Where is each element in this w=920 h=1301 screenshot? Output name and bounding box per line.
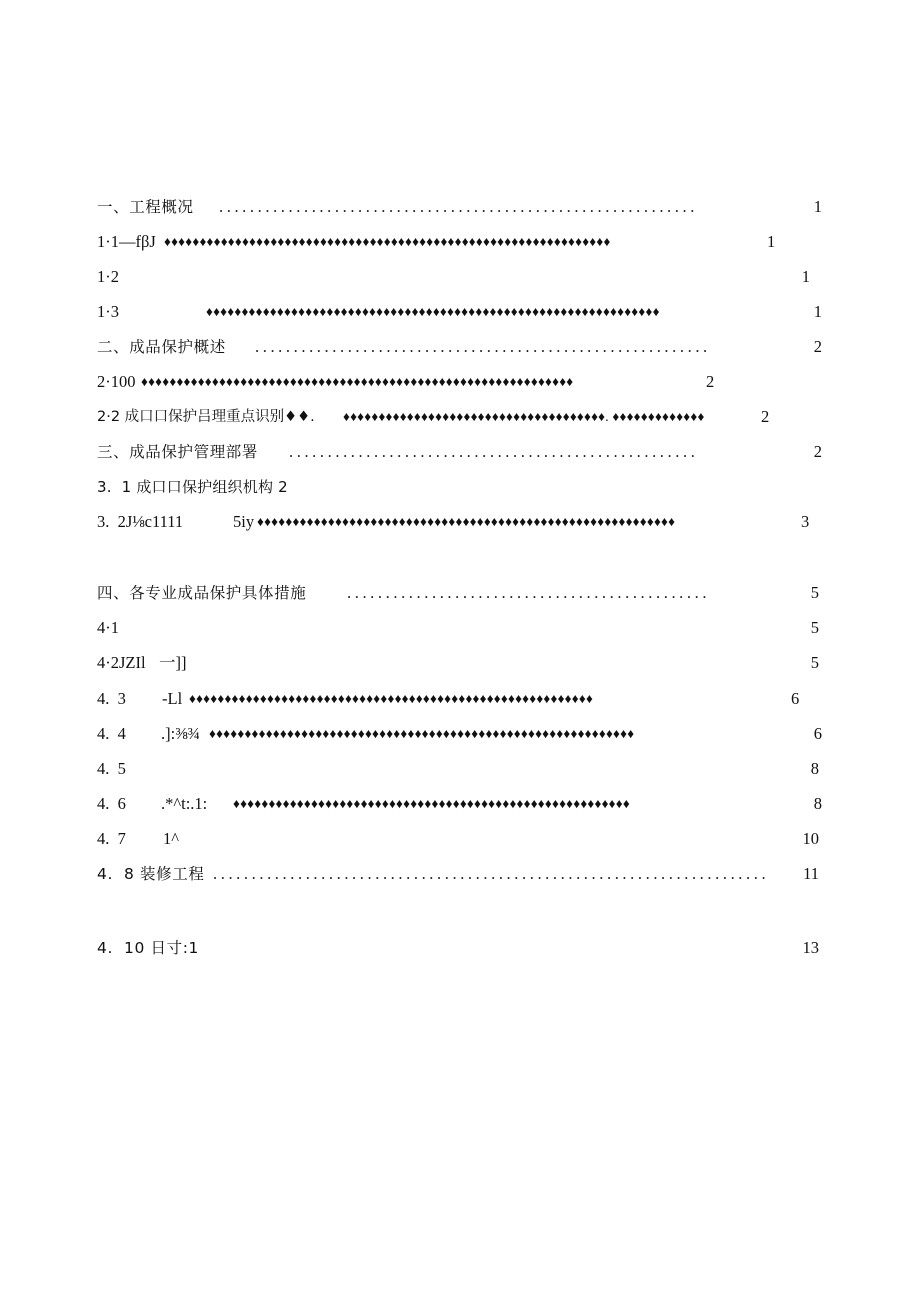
toc-page-number: 10	[802, 829, 819, 848]
toc-leader: ♦♦♦♦♦♦♦♦♦♦♦♦♦♦♦♦♦♦♦♦♦♦♦♦♦♦♦♦♦♦♦♦♦♦♦♦♦♦♦♦♦♦♦♦♦♦♦♦♦♦♦♦♦♦♦♦♦♦♦♦♦	[141, 374, 574, 389]
toc-page-number: 1	[801, 267, 810, 286]
toc-leader: ♦♦♦♦♦♦♦♦♦♦♦♦♦♦♦♦♦♦♦♦♦♦♦♦♦♦♦♦♦♦♦♦♦♦♦♦♦♦♦♦♦♦♦♦♦♦♦♦♦♦♦♦♦♦♦♦♦	[189, 691, 594, 706]
toc-page-number: 1	[813, 197, 822, 216]
toc-entry[interactable]	[97, 194, 822, 220]
toc-entry[interactable]	[97, 264, 822, 290]
toc-entry[interactable]	[97, 650, 822, 676]
toc-entry[interactable]	[97, 686, 822, 712]
toc-entry[interactable]	[97, 474, 822, 500]
toc-page-number: 5	[810, 618, 819, 637]
toc-entry[interactable]	[97, 721, 822, 747]
toc-entry[interactable]	[97, 861, 822, 887]
toc-entry[interactable]	[97, 369, 822, 395]
toc-page-number: 8	[810, 759, 819, 778]
toc-entry-title: 4. 4	[97, 724, 126, 743]
toc-entry-subtitle: -Ll	[162, 689, 183, 708]
toc-entry[interactable]	[97, 404, 822, 430]
toc-entry-subtitle: 5iy	[233, 512, 255, 531]
toc-leader: ........................................................................	[213, 864, 770, 883]
toc-page-number: 8	[813, 794, 822, 813]
toc-page-number: 5	[810, 583, 819, 602]
toc-entry[interactable]	[97, 439, 822, 465]
toc-page-number: 5	[810, 653, 819, 672]
toc-entry[interactable]	[97, 826, 822, 852]
toc-leader: ♦♦♦♦♦♦♦♦♦♦♦♦♦♦♦♦♦♦♦♦♦♦♦♦♦♦♦♦♦♦♦♦♦♦♦♦♦. ♦♦♦♦♦♦♦♦♦♦♦♦♦	[343, 409, 705, 424]
toc-entry[interactable]	[97, 935, 822, 961]
toc-entry-subtitle: .]:⅜¾	[161, 724, 200, 743]
toc-entry-title: 1·3	[97, 302, 119, 321]
toc-entry-title: 三、成品保护管理部署	[97, 443, 259, 461]
toc-entry-title: 四、各专业成品保护具体措施	[97, 584, 307, 602]
toc-page-number: 13	[802, 938, 819, 957]
toc-entry[interactable]	[97, 615, 822, 641]
toc-entry[interactable]	[97, 229, 822, 255]
toc-entry-title: 4. 7	[97, 829, 126, 848]
toc-entry[interactable]	[97, 580, 822, 606]
toc-leader: ♦♦♦♦♦♦♦♦♦♦♦♦♦♦♦♦♦♦♦♦♦♦♦♦♦♦♦♦♦♦♦♦♦♦♦♦♦♦♦♦♦♦♦♦♦♦♦♦♦♦♦♦♦♦♦♦	[233, 796, 630, 811]
toc-leader: ...........................................................	[255, 337, 711, 356]
toc-page-number: 3	[801, 512, 810, 531]
toc-page-number: 11	[803, 864, 819, 883]
toc-entry-title: 4. 3	[97, 689, 126, 708]
toc-entry-title: 3. 2J⅛c1111	[97, 512, 184, 531]
toc-entry-title: 4. 5	[97, 759, 126, 778]
toc-entry-title: 1·1—fβJ	[97, 232, 156, 251]
toc-page-number: 2	[761, 407, 770, 426]
toc-entry[interactable]	[97, 509, 822, 535]
toc-entry[interactable]	[97, 756, 822, 782]
toc-leader: ♦♦♦♦♦♦♦♦♦♦♦♦♦♦♦♦♦♦♦♦♦♦♦♦♦♦♦♦♦♦♦♦♦♦♦♦♦♦♦♦♦♦♦♦♦♦♦♦♦♦♦♦♦♦♦♦♦♦♦♦	[209, 726, 635, 741]
toc-page-number: 1	[813, 302, 822, 321]
toc-page-number: 6	[791, 689, 800, 708]
toc-entry-subtitle: .*^t:.1:	[161, 794, 208, 813]
toc-entry-title: 2·100	[97, 372, 136, 391]
toc-entry-title: 4. 8 装修工程	[97, 865, 205, 883]
toc-entry-subtitle: 1^	[163, 829, 179, 848]
toc-leader: ♦♦♦♦♦♦♦♦♦♦♦♦♦♦♦♦♦♦♦♦♦♦♦♦♦♦♦♦♦♦♦♦♦♦♦♦♦♦♦♦♦♦♦♦♦♦♦♦♦♦♦♦♦♦♦♦♦♦♦♦♦♦♦♦	[206, 304, 660, 319]
toc-entry[interactable]	[97, 334, 822, 360]
toc-entry-title: 2·2 成口口保护吕理重点识别♦♦.	[97, 409, 315, 425]
toc-entry-title: 4·1	[97, 618, 119, 637]
toc-entry-title: 4. 10 日寸:1	[97, 939, 199, 957]
toc-page-number: 1	[767, 232, 776, 251]
toc-entry-title: 二、成品保护概述	[97, 338, 226, 356]
toc-page-number: 2	[706, 372, 715, 391]
toc-entry-title: 4·2JZIl	[97, 653, 146, 672]
toc-leader: ...............................................	[347, 583, 711, 602]
toc-page-number: 2	[813, 337, 822, 356]
toc-page-number: 2	[813, 442, 822, 461]
toc-entry-title: 4. 6	[97, 794, 126, 813]
toc-entry[interactable]	[97, 791, 822, 817]
toc-entry-title: 1·2	[97, 267, 119, 286]
toc-leader: ..............................................................	[219, 197, 698, 216]
toc-leader: ♦♦♦♦♦♦♦♦♦♦♦♦♦♦♦♦♦♦♦♦♦♦♦♦♦♦♦♦♦♦♦♦♦♦♦♦♦♦♦♦♦♦♦♦♦♦♦♦♦♦♦♦♦♦♦♦♦♦♦♦♦♦♦	[164, 234, 611, 249]
toc-leader: .....................................................	[289, 442, 699, 461]
toc-entry-title: 3. 1 成口口保护组织机构 2	[97, 478, 288, 496]
toc-page-number: 6	[813, 724, 822, 743]
toc-entry-subtitle: 一]]	[159, 653, 187, 672]
toc-entry[interactable]	[97, 299, 822, 325]
toc-entry-title: 一、工程概况	[97, 198, 194, 216]
toc-leader: ♦♦♦♦♦♦♦♦♦♦♦♦♦♦♦♦♦♦♦♦♦♦♦♦♦♦♦♦♦♦♦♦♦♦♦♦♦♦♦♦♦♦♦♦♦♦♦♦♦♦♦♦♦♦♦♦♦♦♦	[257, 514, 676, 529]
